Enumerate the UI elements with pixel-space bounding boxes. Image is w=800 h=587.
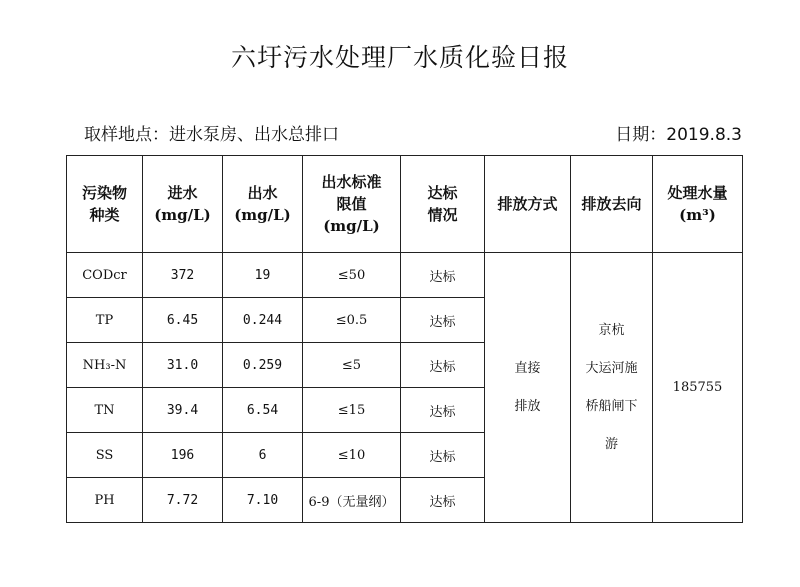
header-outflow: 出水 (mg/L) <box>223 156 303 253</box>
status-value: 达标 <box>401 478 485 523</box>
inflow-value: 7.72 <box>143 478 223 523</box>
limit-value: ≤0.5 <box>303 298 401 343</box>
status-value: 达标 <box>401 298 485 343</box>
pollutant-name: CODcr <box>67 253 143 298</box>
header-standard: 出水标准 限值 (mg/L) <box>303 156 401 253</box>
pollutant-name: PH <box>67 478 143 523</box>
header-volume: 处理水量 (m³) <box>653 156 743 253</box>
limit-value: ≤10 <box>303 433 401 478</box>
status-value: 达标 <box>401 433 485 478</box>
header-status: 达标 情况 <box>401 156 485 253</box>
sampling-location: 取样地点：进水泵房、出水总排口 <box>84 125 339 145</box>
water-quality-table <box>66 155 743 523</box>
outflow-value: 0.244 <box>223 298 303 343</box>
pollutant-name: TN <box>67 388 143 433</box>
treated-volume: 185755 <box>653 253 743 523</box>
header-inflow: 进水 (mg/L) <box>143 156 223 253</box>
header-row <box>67 156 743 253</box>
report-date: 日期：2019.8.3 <box>615 125 742 145</box>
header-discharge-destination: 排放去向 <box>571 156 653 253</box>
limit-value: 6-9（无量纲） <box>303 478 401 523</box>
report-title: 六圩污水处理厂水质化验日报 <box>230 43 569 72</box>
outflow-value: 19 <box>223 253 303 298</box>
inflow-value: 372 <box>143 253 223 298</box>
outflow-value: 6.54 <box>223 388 303 433</box>
header-discharge-method: 排放方式 <box>485 156 571 253</box>
inflow-value: 31.0 <box>143 343 223 388</box>
table-row <box>67 253 743 298</box>
limit-value: ≤50 <box>303 253 401 298</box>
status-value: 达标 <box>401 253 485 298</box>
discharge-method: 直接 排放 <box>485 253 571 523</box>
outflow-value: 6 <box>223 433 303 478</box>
outflow-value: 0.259 <box>223 343 303 388</box>
pollutant-name: NH₃-N <box>67 343 143 388</box>
limit-value: ≤15 <box>303 388 401 433</box>
inflow-value: 39.4 <box>143 388 223 433</box>
header-pollutant: 污染物 种类 <box>67 156 143 253</box>
status-value: 达标 <box>401 343 485 388</box>
pollutant-name: TP <box>67 298 143 343</box>
outflow-value: 7.10 <box>223 478 303 523</box>
pollutant-name: SS <box>67 433 143 478</box>
limit-value: ≤5 <box>303 343 401 388</box>
discharge-destination: 京杭 大运河施 桥船闸下 游 <box>571 253 653 523</box>
status-value: 达标 <box>401 388 485 433</box>
inflow-value: 196 <box>143 433 223 478</box>
inflow-value: 6.45 <box>143 298 223 343</box>
